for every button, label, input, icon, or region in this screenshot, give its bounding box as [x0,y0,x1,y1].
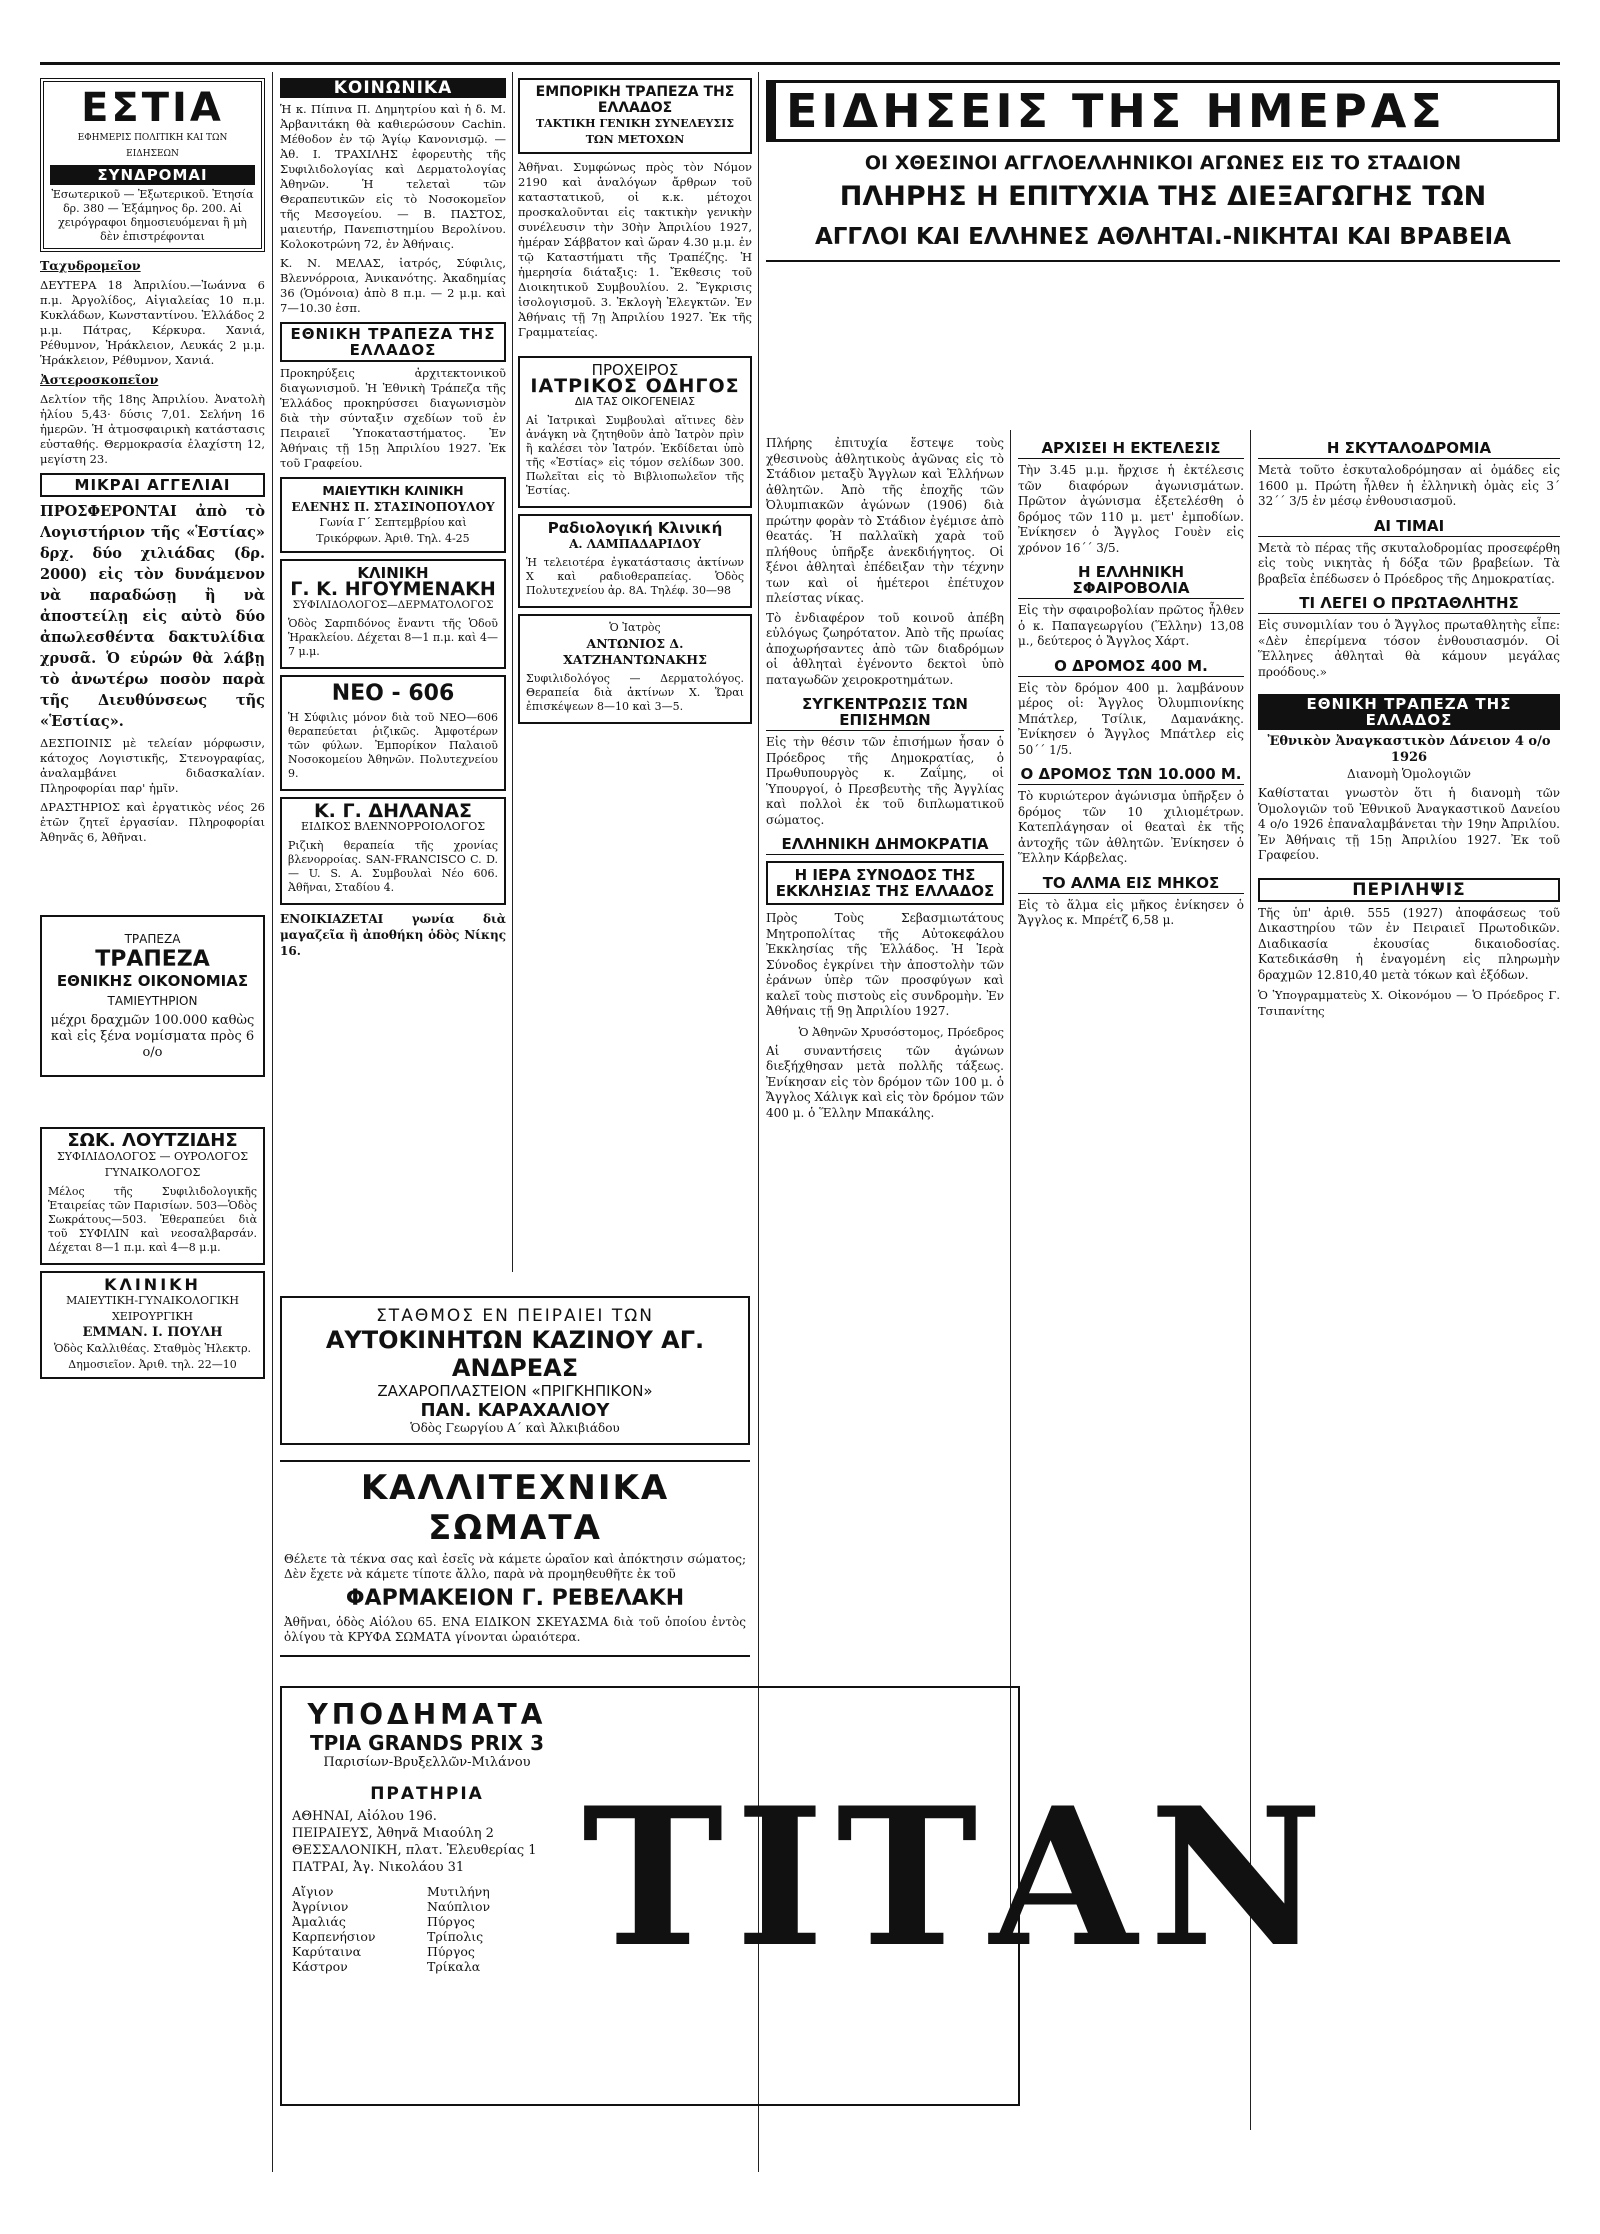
social-heading: ΚΟΙΝΩΝΙΚΑ [280,78,506,98]
doctor-text: Συφιλιδολόγος — Δερματολόγος. Θεραπεία διὰ ἀκτίνων Χ. Ὥραι ἐπισκέψεων 8—10 καὶ 3—5. [526,672,744,713]
shoes-awards: ΤΡΙΑ GRANDS PRIX 3 [310,1731,544,1755]
maternity-heading: ΜΑΙΕΥΤΙΚΗ ΚΛΙΝΙΚΗ [322,483,464,498]
shotput-subheading: Η ΕΛΛΗΝΙΚΗ ΣΦΑΙΡΟΒΟΛΙΑ [1018,564,1244,599]
neo606-text: Ἡ Σύφιλις μόνον διὰ τοῦ ΝΕΟ—606 θεραπεύεται ῥιζικῶς. Ἀμφοτέρων τῶν φύλων. Ἐμπορίκον Παλαιοῦ Νοσοκομείου Ἀθηνῶν. Πολυτεχνείου 9. [288,711,498,780]
artificial-bodies-text: Θέλετε τὰ τέκνα σας καὶ ἐσεῖς νὰ κάμετε ὡραῖον καὶ ἀπόκτησιν σώματος; Δὲν ἔχετε νὰ κάμετε τίποτε ἄλλο, παρὰ νὰ προμηθευθῆτε ἐκ τοῦ [284,1552,746,1581]
bank-ad [40,915,265,1077]
race400-subheading: Ο ΔΡΟΜΟΣ 400 Μ. [1018,658,1244,677]
champion-subheading: ΤΙ ΛΕΓΕΙ Ο ΠΡΩΤΑΘΛΗΤΗΣ [1258,595,1560,614]
observatory-text: Δελτίον τῆς 18ης Ἀπριλίου. Ἀνατολὴ ἡλίου 5,43· δύσις 7,01. Σελήνη 16 ἡμερῶν. Ἡ ἀτμοσφαιρικὴ κατάστασις εὐσταθής. Θερμοκρασία ἐλαχίστη 12, μεγίστη 23. [40,392,265,466]
subscription-text: Ἐσωτερικοῦ — Ἐξωτερικοῦ. Ἐτησία δρ. 380 — Ἑξάμηνος δρ. 200. Αἱ χειρόγραφοι δημοσιευόμεναι ἢ μὴ δὲν ἐπιστρέφονται [51,188,254,243]
synod-signature: Ὁ Ἀθηνῶν Χρυσόστομος, Πρόεδρος [798,1024,1004,1039]
doctor-label: Ὁ Ἰατρὸς [609,621,661,634]
titan-shoes-ad [280,1686,1335,2106]
rent-notice: ΕΝΟΙΚΙΑΖΕΤΑΙ γωνία διὰ μαγαζεῖα ἢ ἀποθήκη ὁδὸς Νίκης 16. [280,912,506,958]
column-second [280,72,506,1282]
bank-ad-title-top: ΤΡΑΠΕΖΑ [95,947,210,972]
dilanas-text: Ριζικὴ θεραπεία τῆς χρονίας βλενορροίας. SAN-FRANCISCO C. D. — U. S. A. Συμβουλαὶ Νέο 606. Ἀθῆναι, Σταδίου 4. [288,839,498,894]
shop-city: Κάστρον [292,1959,348,1974]
shop-address: ΠΑΤΡΑΙ, Ἀγ. Νικολάου 31 [292,1860,465,1875]
dilanas-ad [280,797,506,905]
news-headline-primary: ΠΛΗΡΗΣ Η ΕΠΙΤΥΧΙΑ ΤΗΣ ΔΙΕΞΑΓΩΓΗΣ ΤΩΝ [839,181,1487,212]
commercial-bank-subheading: ΤΑΚΤΙΚΗ ΓΕΝΙΚΗ ΣΥΝΕΛΕΥΣΙΣ ΤΩΝ ΜΕΤΟΧΩΝ [535,117,735,146]
titan-brand: ΤΙΤΑΝ [582,1766,1335,1989]
doctor-ad [40,1127,265,1265]
champion-text: Εἰς συνομιλίαν του ὁ Ἄγγλος πρωταθλητὴς εἶπε: «Δὲν ἐπερίμενα τόσον ἐνθουσιασμόν. Οἱ Ἕλληνες ἀθληταὶ θὰ κάμουν μεγάλας προόδους.» [1258,618,1560,679]
melas-ad: Κ. Ν. ΜΕΛΑΣ, ἰατρός, Σύφιλις, Βλεννόρροια, Ἀνικανότης. Ἀκαδημίας 36 (Ὁμόνοια) ἀπὸ 8 π.μ. — 2 μ.μ. καὶ 7—10.30 ἑσπ. [280,256,506,315]
national-bank-heading: ΕΘΝΙΚΗ ΤΡΑΠΕΖΑ ΤΗΣ ΕΛΛΑΔΟΣ [280,322,506,362]
race-text: Αἱ συναντήσεις τῶν ἀγώνων διεξήχθησαν μετὰ πολλῆς τάξεως. Ἐνίκησαν εἰς τὸν δρόμον τῶν 100 μ. ὁ Ἄγγλος Χάλιγκ καὶ εἰς τὸν δρόμον τῶν 400 μ. ὁ Ἕλλην Μπακάλης. [766,1043,1004,1120]
news-column-b [1018,432,1244,1712]
shop-address: ΘΕΣΣΑΛΟΝΙΚΗ, πλατ. Ἐλευθερίας 1 [292,1843,537,1858]
doctor-chatziantonakis-ad [518,614,752,724]
summary-signature: Ὁ Ὑπογραμματεὺς Χ. Οἰκονόμου — Ὁ Πρόεδρος Γ. Τσιπανίτης [1258,988,1560,1018]
maternity-clinic-ad [280,477,506,553]
summary-text: Τῆς ὑπ' ἀριθ. 555 (1927) ἀποφάσεως τοῦ Δικαστηρίου τῶν ἐν Πειραιεῖ Πρωτοδικῶν. Διαδικασία ἐκουσίας δικαιοδοσίας. Κατεδικάσθη ἡ ἐναγομένη εἰς πληρωμὴν δραχμῶν 12.810,40 μετὰ τόκων καὶ ἐξόδων. [1258,905,1560,982]
doctor-name: ΣΩΚ. ΛΟΥΤΖΙΔΗΣ [67,1130,238,1151]
shop-city: Τρίκαλα [427,1959,481,1974]
radiology-ad [518,514,752,608]
classified-item: ΔΡΑΣΤΗΡΙΟΣ καὶ ἐργατικὸς νέος 26 ἐτῶν ζητεῖ ἐργασίαν. Πληροφορίαι Ἀθηνᾶς 6, Ἀθῆναι. [40,800,265,844]
observatory-heading: Ἀστεροσκοπεῖον [40,372,159,387]
loan-subheading-2: Διανομὴ Ὁμολογιῶν [1347,767,1471,781]
column-left [40,72,265,2192]
honors-text: Μετὰ τὸ πέρας τῆς σκυταλοδρομίας προσεφέρθη εἰς τοὺς νικητὰς ἡ δόξα τῶν βραβείων. Τὰ βραβεῖα ἐπέδωσεν ὁ Πρόεδρος τῆς Δημοκρατίας. [1258,540,1560,586]
news-column-a [766,432,1004,1712]
radiology-name: Α. ΛΑΜΠΑΔΑΡΙΔΟΥ [569,537,701,551]
shotput-text: Εἰς τὴν σφαιροβολίαν πρῶτος ἦλθεν ὁ κ. Παπαγεωργίου (Ἕλλην) 13,08 μ., δεύτερος ὁ Ἄγγλος Χάρτ. [1018,603,1244,648]
news-paragraph: Τὸ ἐνδιαφέρον τοῦ κοινοῦ ἀπέβη εὐλόγως ζωηρότατον. Ἀπὸ τῆς πρωίας ἀποχωρήσαντες ἀπὸ τῶν διαδρόμων οἱ ἀθληταὶ ἐγένοντο δεκτοὶ ὑπὸ παταγωδῶν χειροκροτημάτων. [766,610,1004,687]
commercial-bank-text: Ἀθῆναι. Συμφώνως πρὸς τὸν Νόμον 2190 καὶ ἀναλόγων ἄρθρων τοῦ καταστατικοῦ, οἱ κ.κ. μέτοχοι προσκαλοῦνται εἰς τακτικὴν γενικὴν συνέλευσιν τὴν 30ὴν Ἀπριλίου 1927, ἡμέραν Σάββατον καὶ ὥραν 4.30 μ.μ. ἐν τῷ Καταστήματι τῆς Τραπέζης. Ἡ ἡμερησία διάταξις: 1. Ἔκθεσις τοῦ Διοικητικοῦ Συμβουλίου. 2. Ἔγκρισις ἰσολογισμοῦ. 3. Ἐκλογὴ Ἐλεγκτῶν. Ἐν Ἀθήναις τῇ 7ῃ Ἀπριλίου 1927. Ἐκ τῆς Γραμματείας. [518,160,752,339]
neo606-ad [280,675,506,791]
synod-heading-box [766,861,1004,905]
shop-city-list [292,1884,562,1974]
guide-text: Αἱ Ἰατρικαὶ Συμβουλαὶ αἵτινες δὲν ἀνάγκη νὰ ζητηθοῦν ἀπὸ Ἰατρὸν πρὶν ἢ καλέσει τὸν Ἰατρόν. Ἐκδίδεται ὑπὸ τῆς «Ἑστίας» εἰς τόμον σελίδων 300. Πωλεῖται εἰς τὸ Βιβλιοπωλεῖον τῆς Ἑστίας. [526,414,744,497]
radiology-text: Ἡ τελειοτέρα ἐγκατάστασις ἀκτίνων Χ καὶ ραδιοθεραπείας. Ὁδὸς Πολυτεχνείου ἀρ. 8Α. Τηλέφ. 30—98 [526,556,744,597]
shop-city: Πύργος [427,1944,475,1959]
maternity-address: Γωνία Γ΄ Σεπτεμβρίου καὶ Τρικόρφων. Ἀριθ. Τηλ. 4-25 [316,516,470,545]
clinic-address: Ὁδὸς Καλλιθέας. Σταθμὸς Ἠλεκτρ. Δημοσιεῖον. Ἀριθ. τηλ. 22—10 [53,1342,252,1371]
commercial-bank-notice [518,78,752,154]
shoes-cities: Παρισίων-Βρυξελλῶν-Μιλάνου [323,1755,531,1770]
shop-city: Ἀγρίνιον [292,1899,349,1914]
synod-heading: Η ΙΕΡΑ ΣΥΝΟΔΟΣ ΤΗΣ ΕΚΚΛΗΣΙΑΣ ΤΗΣ ΕΛΛΑΔΟΣ [775,866,995,900]
relay-text: Μετὰ τοῦτο ἐσκυταλοδρόμησαν αἱ ὁμάδες εἰς 1600 μ. Πρώτη ἦλθεν ἡ ἑλληνικὴ ὁμὰς εἰς 3΄ 32΄΄ 3/5 ἐν μέσῳ ἐνθουσιασμοῦ. [1258,463,1560,508]
masthead-box [40,78,265,252]
main-news-header [766,80,1560,264]
artificial-bodies-title: ΚΑΛΛΙΤΕΧΝΙΚΑ ΣΩΜΑΤΑ [360,1468,670,1548]
taxi-subtitle: ΖΑΧΑΡΟΠΛΑΣΤΕΙΟΝ «ΠΡΙΓΚΗΠΙΚΟΝ» [377,1382,653,1400]
shop-city: Καρύταινα [292,1944,362,1959]
officials-subheading: ΣΥΓΚΕΝΤΡΩΣΙΣ ΤΩΝ ΕΠΙΣΗΜΩΝ [766,696,1004,731]
summary-heading: ΠΕΡΙΛΗΨΙΣ [1258,878,1560,902]
news-lead: Πλήρης ἐπιτυχία ἔστεψε τοὺς χθεσινοὺς ἀθλητικοὺς ἀγῶνας εἰς τὸ Στάδιον μεταξὺ Ἄγγλων καὶ Ἑλλήνων ἀθλητῶν. Ἀπὸ τῆς ἐποχῆς τῶν Ὀλυμπιακῶν ἀγώνων (1906) διὰ πρώτην φορὰν τὸ Στάδιον ἐγέμισε ἀπὸ θεατάς. Ἡ παλλαϊκὴ χαρὰ τοῦ πλήθους ὑπῆρξε ἀνεκδιήγητος. Οἱ ξένοι ἀθληταὶ ἐπέδειξαν τὴν τέχνην των καὶ οἱ ἡμέτεροι ἐπέτυχον πλείστας νίκας. [766,436,1004,605]
medical-guide-ad [518,356,752,508]
clinic-name: ΕΜΜΑΝ. Ι. ΠΟΥΛΗ [82,1325,223,1340]
newspaper-masthead: ΕΣΤΙΑ [81,85,224,131]
synod-text: Πρὸς Τοὺς Σεβασμιωτάτους Μητροπολίτας τῆς Αὐτοκεφάλου Ἐκκλησίας τῆς Ἑλλάδος. Ἡ Ἱερὰ Σύνοδος ἐγκρίνει τὴν ἀποστολὴν τῶν ἐράνων ὑπὲρ τῶν προσφύγων καὶ καλεῖ τοὺς πιστοὺς εἰς συνδρομὴν. Ἐν Ἀθήναις τῇ 9ῃ Ἀπριλίου 1927. [766,911,1004,1018]
bank-ad-title: ΕΘΝΙΚΗΣ ΟΙΚΟΝΟΜΙΑΣ [56,972,249,990]
shop-address: ΠΕΙΡΑΙΕΥΣ, Ἀθηνᾶ Μιαούλη 2 [292,1826,494,1841]
classifieds-heading: ΜΙΚΡΑΙ ΑΓΓΕΛΙΑΙ [40,473,265,497]
maternity-name: ΕΛΕΝΗΣ Π. ΣΤΑΣΙΝΟΠΟΥΛΟΥ [291,500,495,514]
neo606-heading: ΝΕΟ - 606 [331,681,455,706]
news-kicker: ΟΙ ΧΘΕΣΙΝΟΙ ΑΓΓΛΟΕΛΛΗΝΙΚΟΙ ΑΓΩΝΕΣ ΕΙΣ ΤΟ ΣΤΑΔΙΟΝ [864,152,1462,174]
pharmacy-address: Ἀθῆναι, ὁδὸς Αἰόλου 65. ΕΝΑ ΕΙΔΙΚΟΝ ΣΚΕΥΑΣΜΑ διὰ τοῦ ὁποίου ἐντὸς ὀλίγου τὰ ΚΡΥΦΑ ΣΩΜΑΤΑ γίνονται ὡραιότερα. [284,1615,746,1644]
subscription-heading: ΣΥΝΔΡΟΜΑΙ [50,165,255,185]
dilanas-name: Κ. Γ. ΔΗΛΑΝΑΣ [313,800,473,822]
bank-ad-small-title: ΤΡΑΠΕΖΑ [124,932,181,946]
longjump-text: Εἰς τὸ ἅλμα εἰς μῆκος ἐνίκησεν ὁ Ἄγγλος κ. Μπρέτζ 6,58 μ. [1018,897,1244,927]
shop-city: Ναύπλιον [427,1899,491,1914]
shop-city: Ἀμαλιάς [292,1914,346,1929]
dilanas-title: ΕΙΔΙΚΟΣ ΒΛΕΝΝΟΡΡΟΙΟΛΟΓΟΣ [300,820,486,833]
column-rule [512,72,513,1272]
shop-city: Πύργος [427,1914,475,1929]
column-rule [272,72,273,2172]
republic-subheading: ΕΛΛΗΝΙΚΗ ΔΗΜΟΚΡΑΤΙΑ [766,836,1004,855]
shop-city: Τρίπολις [427,1929,484,1944]
top-rule [40,62,1560,65]
shop-city: Μυτιλήνη [427,1884,490,1899]
taxi-address: Ὁδὸς Γεωργίου Α΄ καὶ Ἀλκιβιάδου [410,1421,620,1435]
shops-heading: ΠΡΑΤΗΡΙΑ [370,1784,484,1804]
news-headline-secondary: ΑΓΓΛΟΙ ΚΑΙ ΕΛΛΗΝΕΣ ΑΘΛΗΤΑΙ.-ΝΙΚΗΤΑΙ ΚΑΙ ΒΡΑΒΕΙΑ [766,220,1560,262]
bank-ad-text: μέχρι δραχμῶν 100.000 καθὼς καὶ εἰς ξένα νομίσματα πρὸς 6 ο/ο [50,1013,255,1060]
taxi-station-ad [280,1296,750,1445]
race400-text: Εἰς τὸν δρόμον 400 μ. λαμβάνουν μέρος οἱ: Ἄγγλος Ὀλυμπιονίκης Μπάτλερ, Τσίλικ, Δαμανάκης. Ἐνίκησεν ὁ Ἄγγλος Μπάτλερ εἰς 50΄΄ 1/5. [1018,680,1244,757]
national-bank-text: Προκηρύξεις ἀρχιτεκτονικοῦ διαγωνισμοῦ. Ἡ Ἐθνικὴ Τράπεζα τῆς Ἑλλάδος προκηρύσσει διαγωνισμὸν διὰ τὴν σύνταξιν σχεδίων τοῦ ἐν Πειραιεῖ Ὑποκαταστήματος. Ἐν Ἀθήναις τῇ 15ῃ Ἀπριλίου 1927. Ἐκ τοῦ Γραφείου. [280,366,506,470]
race10000-text: Τὸ κυριώτερον ἀγώνισμα ὑπῆρξεν ὁ δρόμος τῶν 10 χιλιομέτρων. Κατεπλάγησαν οἱ θεαταὶ ἐκ τῆς ἀντοχῆς τῶν ἀθλητῶν. Ἐνίκησεν ὁ Ἕλλην Κάρβελας. [1018,789,1244,865]
clinic-doctor-name: Γ. Κ. ΗΓΟΥΜΕΝΑΚΗ [290,578,496,600]
mail-heading: Ταχυδρομεῖον [40,258,141,273]
mail-text: ΔΕΥΤΕΡΑ 18 Ἀπριλίου.—Ἰωάννα 6 π.μ. Ἀργολίδος, Αἰγιαλείας 10 π.μ. Κυκλάδων, Κωνσταντίνου. Ἑλλάδος 2 μ.μ. Πάτρας, Κέρκυρα. Χανιά, Ρέθυμνον, Ἡράκλειον, Λευκάς 2 μ.μ. Ἡράκλειον, Ρέθυμνον, Χανιά. [40,278,265,367]
radiology-heading: Ραδιολογική Κλινική [547,519,723,537]
honors-subheading: ΑΙ ΤΙΜΑΙ [1258,518,1560,537]
clinic-subtitle: ΜΑΙΕΥΤΙΚΗ-ΓΥΝΑΙΚΟΛΟΓΙΚΗ ΧΕΙΡΟΥΡΓΙΚΗ [66,1294,239,1323]
national-bank-loan-heading: ΕΘΝΙΚΗ ΤΡΑΠΕΖΑ ΤΗΣ ΕΛΛΑΔΟΣ [1258,694,1560,730]
doctor-text: Μέλος τῆς Συφιλιδολογικῆς Ἑταιρείας τῶν Παρισίων. 503—Ὁδὸς Σωκράτους—503. Ἐθεραπεύει διὰ τοῦ ΣΥΦΙΛΙΝ καὶ νεοσαλβαρσάν. Δέχεται 8—1 π.μ. καὶ 4—8 μ.μ. [48,1185,258,1254]
classified-offer: ΠΡΟΣΦΕΡΟΝΤΑΙ ἀπὸ τὸ Λογιστήριον τῆς «Ἑστίας» δρχ. δύο χιλιάδας (δρ. 2000) εἰς τὸν δυνάμενον νὰ παραδώσῃ ἢ νὰ ἀποστείλῃ εἰς αὐτὸ δύο ἀπωλεσθέντα δακτυλίδια χρυσᾶ. Ὁ εὑρών θὰ λάβῃ τὸ ἀνωτέρω ποσὸν παρὰ τῆς Διευθύνσεως τῆς «Ἑστίας». [40,503,265,730]
news-banner: ΕΙΔΗΣΕΙΣ ΤΗΣ ΗΜΕΡΑΣ [766,80,1560,142]
longjump-subheading: ΤΟ ΑΛΜΑ ΕΙΣ ΜΗΚΟΣ [1018,875,1244,894]
clinic-igoumenaki-ad [280,559,506,669]
guide-heading: ΠΡΟΧΕΙΡΟΣ [591,361,679,379]
guide-title: ΙΑΤΡΙΚΟΣ ΟΔΗΓΟΣ [530,375,740,397]
race10000-subheading: Ο ΔΡΟΜΟΣ ΤΩΝ 10.000 Μ. [1018,766,1244,785]
commercial-bank-heading: ΕΜΠΟΡΙΚΗ ΤΡΑΠΕΖΑ ΤΗΣ ΕΛΛΑΔΟΣ [535,84,735,116]
clinic-heading: ΚΛΙΝΙΚΗ [104,1275,201,1294]
pharmacy-name: ΦΑΡΜΑΚΕΙΟΝ Γ. ΡΕΒΕΛΑΚΗ [345,1586,685,1611]
masthead-subtitle: ΕΦΗΜΕΡΙΣ ΠΟΛΙΤΙΚΗ ΚΑΙ ΤΩΝ ΕΙΔΗΣΕΩΝ [77,133,228,159]
shop-city: Αἴγιον [292,1884,334,1899]
shop-city: Καρπενήσιον [292,1929,376,1944]
start-subheading: ΑΡΧΙΣΕΙ Η ΕΚΤΕΛΕΣΙΣ [1018,440,1244,459]
clinic-heading: ΚΛΙΝΙΚΗ [357,564,429,582]
clinic-doctor-text: Ὁδὸς Σαρπιδόνος ἔναντι τῆς Ὁδοῦ Ἡρακλείου. Δέχεται 8—1 π.μ. καὶ 4—7 μ.μ. [288,617,498,658]
classified-item: ΔΕΣΠΟΙΝΙΣ μὲ τελείαν μόρφωσιν, κάτοχος Λογιστικῆς, Στενογραφίας, ἀναλαμβάνει διδασκαλίαν. Πληροφορίαι παρ' ἡμῖν. [40,736,265,795]
taxi-heading: ΣΤΑΘΜΟΣ ΕΝ ΠΕΙΡΑΙΕΙ ΤΩΝ [376,1306,654,1326]
officials-text: Εἰς τὴν θέσιν τῶν ἐπισήμων ἦσαν ὁ Πρόεδρος τῆς Δημοκρατίας, ὁ Πρωθυπουργὸς κ. Ζαΐμης, οἱ Ὑπουργοί, ὁ Πρεσβευτὴς τῆς Ἀγγλίας καὶ πολλοὶ ἐκ τοῦ διπλωματικοῦ σώματος. [766,735,1004,827]
loan-text: Καθίσταται γνωστὸν ὅτι ἡ διανομὴ τῶν Ὁμολογιῶν τοῦ Ἐθνικοῦ Ἀναγκαστικοῦ Δανείου 4 ο/ο 1926 ἐπαναλαμβάνεται τὴν 19ην Ἀπριλίου. Ἐν Ἀθήναις τῇ 15ῃ Ἀπριλίου 1927. Ἐκ τοῦ Γραφείου. [1258,786,1560,862]
loan-subheading: Ἐθνικὸν Ἀναγκαστικὸν Δάνειον 4 ο/ο 1926 [1267,734,1551,765]
relay-subheading: Η ΣΚΥΤΑΛΟΔΡΟΜΙΑ [1258,440,1560,459]
column-third [518,72,752,1282]
shoes-title: ΥΠΟΔΗΜΑΤΑ [307,1698,547,1731]
social-text: Ἡ κ. Πίπινα Π. Δημητρίου καὶ ἡ δ. Μ. Ἀρβανιτάκη θὰ καθιερώσουν Cachin. Μέθοδον ἐν τῷ Ἁγίῳ Κανονισμῷ. — Ἀθ. Ι. ΤΡΑΧΙΛΗΣ ἐφορευτὴς τῆς Συφιλιδολογίας καὶ Δερματολογίας Ἀθηνῶν. Ἡ τελεταὶ τῶν Θεραπευτικῶν εἰς τὸ Νοσοκομεῖον τῆς Μεσογείου. — Β. ΠΑΣΤΟΣ, μαιευτήρ, Πανεπιστημίου Βερολίνου. Κολοκοτρώνη 72, ἐν Ἀθήναις. [280,102,506,251]
shop-address: ΑΘΗΝΑΙ, Αἰόλου 196. [292,1809,437,1824]
start-text: Τὴν 3.45 μ.μ. ἤρχισε ἡ ἐκτέλεσις τῶν διαφόρων ἀγωνισμάτων. Πρῶτον ἀγώνισμα ἐξετελέσθη ὁ δρόμος τῶν 110 μ. μετ' ἐμποδίων. Ἐνίκησεν ὁ Ἄγγλος Γουὲν εἰς χρόνον 16΄΄ 3/5. [1018,463,1244,555]
doctor-name: ΑΝΤΩΝΙΟΣ Δ. ΧΑΤΖΗΑΝΤΩΝΑΚΗΣ [563,636,707,667]
taxi-owner: ΠΑΝ. ΚΑΡΑΧΑΛΙΟΥ [420,1400,610,1421]
bank-ad-subtitle: ΤΑΜΙΕΥΤΗΡΙΟΝ [107,994,198,1008]
taxi-title: ΑΥΤΟΚΙΝΗΤΩΝ ΚΑΖΙΝΟΥ ΑΓ. ΑΝΔΡΕΑΣ [325,1326,705,1382]
clinic-ad [40,1271,265,1379]
artificial-bodies-ad [280,1460,750,1657]
clinic-doctor-title: ΣΥΦΙΛΙΔΟΛΟΓΟΣ—ΔΕΡΜΑΤΟΛΟΓΟΣ [292,599,494,611]
guide-subtitle: ΔΙΑ ΤΑΣ ΟΙΚΟΓΕΝΕΙΑΣ [574,395,696,408]
doctor-title: ΣΥΦΙΛΙΔΟΛΟΓΟΣ — ΟΥΡΟΛΟΓΟΣ ΓΥΝΑΙΚΟΛΟΓΟΣ [56,1150,249,1179]
